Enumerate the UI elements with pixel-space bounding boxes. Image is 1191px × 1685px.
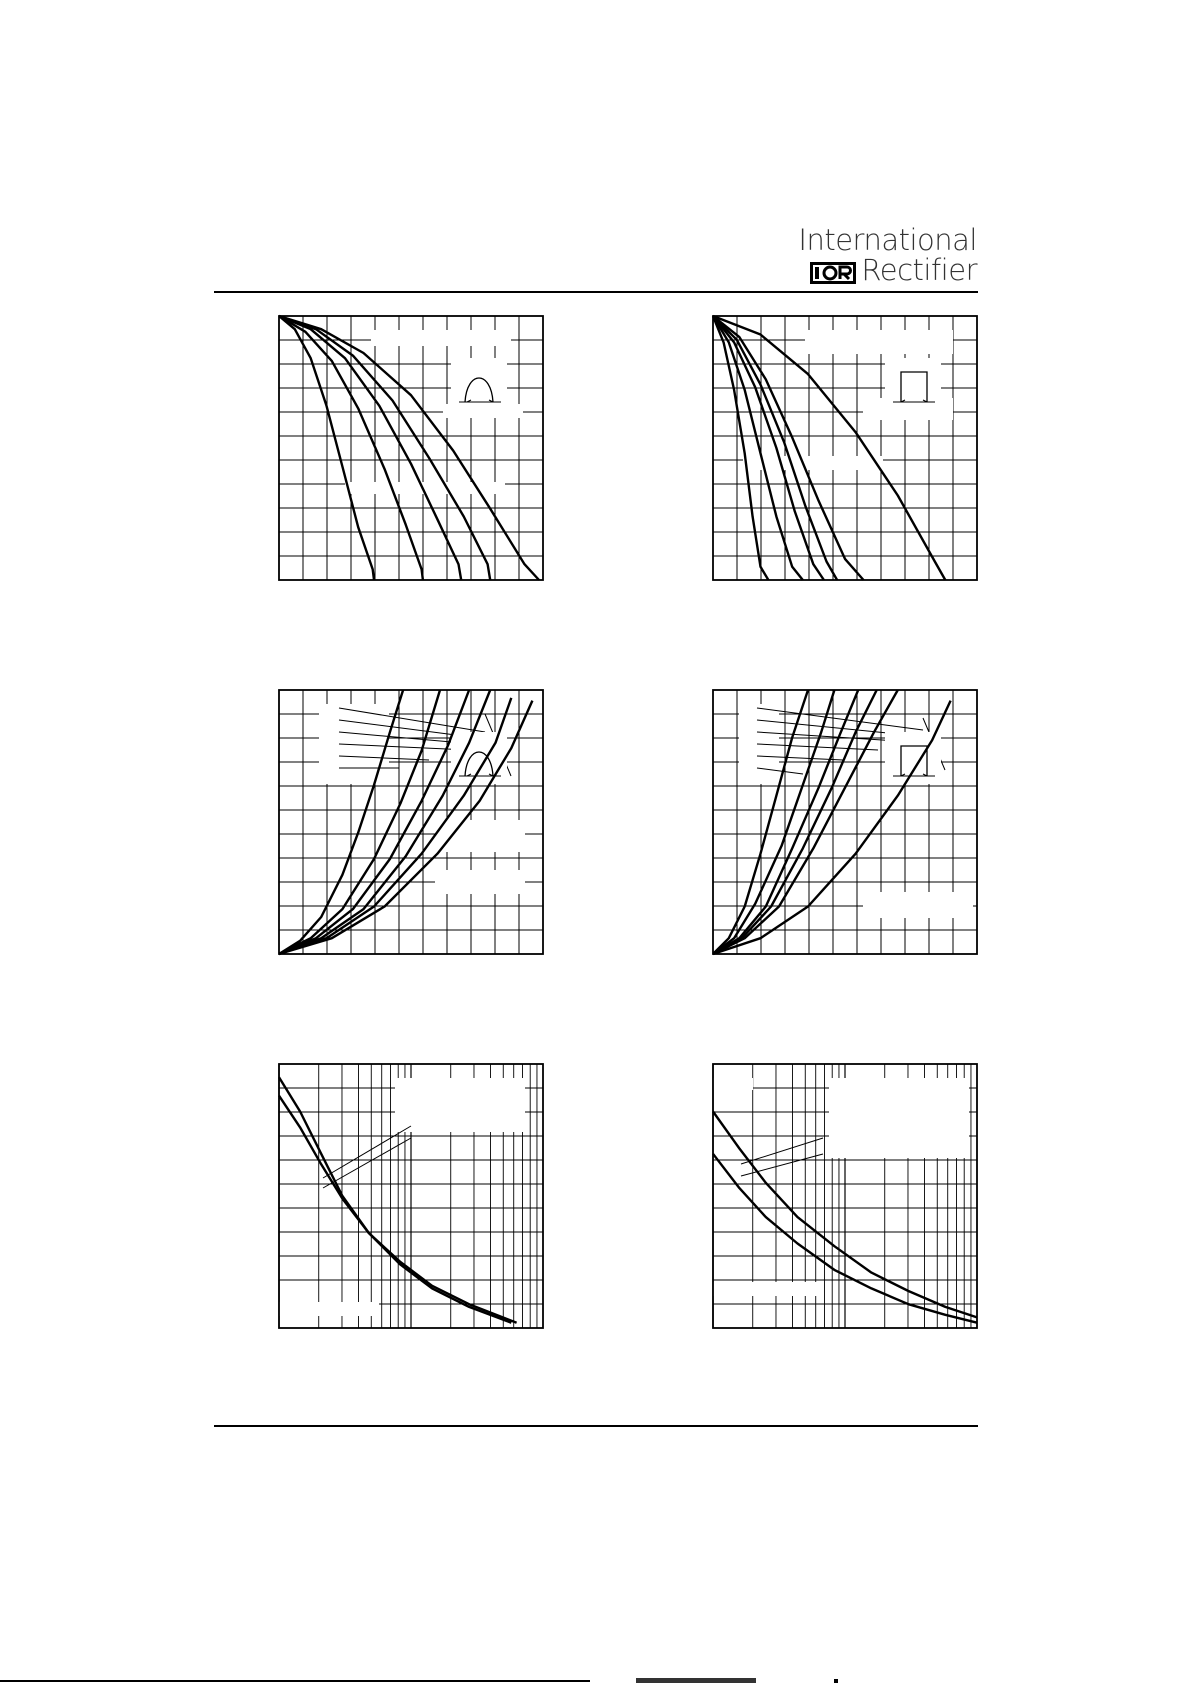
leader-line xyxy=(757,708,923,730)
blank-label-area xyxy=(395,1078,525,1132)
blank-label-area xyxy=(279,1302,379,1316)
chart-bottom-left xyxy=(279,1064,543,1328)
chart-svg xyxy=(713,1064,977,1328)
chart-svg xyxy=(279,690,543,954)
series-line-3 xyxy=(713,316,824,580)
plot-frame xyxy=(713,316,977,580)
brand-header xyxy=(717,225,977,288)
chart-svg xyxy=(713,690,977,954)
blank-label-area xyxy=(713,1078,753,1090)
blank-label-area xyxy=(371,330,511,346)
series-line-5 xyxy=(279,316,539,580)
blank-label-area xyxy=(435,870,525,894)
brand-international: International xyxy=(798,223,977,257)
header-rule xyxy=(214,291,978,293)
blank-label-area xyxy=(435,820,525,852)
footer-rule xyxy=(214,1425,978,1427)
blank-label-area xyxy=(805,330,953,354)
chart-svg xyxy=(279,316,543,580)
half-sine-waveform-icon xyxy=(451,358,507,410)
chart-middle-left xyxy=(279,690,543,954)
label-area xyxy=(713,1078,969,1296)
annotation-leaders xyxy=(741,1138,823,1176)
series-line-3 xyxy=(713,690,858,954)
series-line-6 xyxy=(713,316,945,580)
series-line-5 xyxy=(713,316,864,580)
brand-rectifier: Rectifier xyxy=(861,253,977,287)
chart-top-right xyxy=(713,316,977,580)
ior-logo-icon xyxy=(810,259,856,281)
chart-svg xyxy=(713,316,977,580)
series-line-4 xyxy=(713,316,837,580)
brand-rectifier-row xyxy=(810,255,977,285)
scan-strip xyxy=(0,1677,1191,1685)
chart-svg xyxy=(279,1064,543,1328)
half-sine-waveform-icon xyxy=(451,732,507,784)
series-line-3 xyxy=(279,316,461,580)
blank-label-area xyxy=(829,1078,969,1158)
rectangular-waveform-icon xyxy=(885,358,941,410)
blank-label-area xyxy=(713,1282,823,1296)
chart-middle-right xyxy=(713,690,977,954)
grid xyxy=(713,316,977,580)
chart-bottom-right xyxy=(713,1064,977,1328)
chart-top-left xyxy=(279,316,543,580)
blank-label-area xyxy=(863,892,973,918)
series-line-4 xyxy=(279,316,490,580)
